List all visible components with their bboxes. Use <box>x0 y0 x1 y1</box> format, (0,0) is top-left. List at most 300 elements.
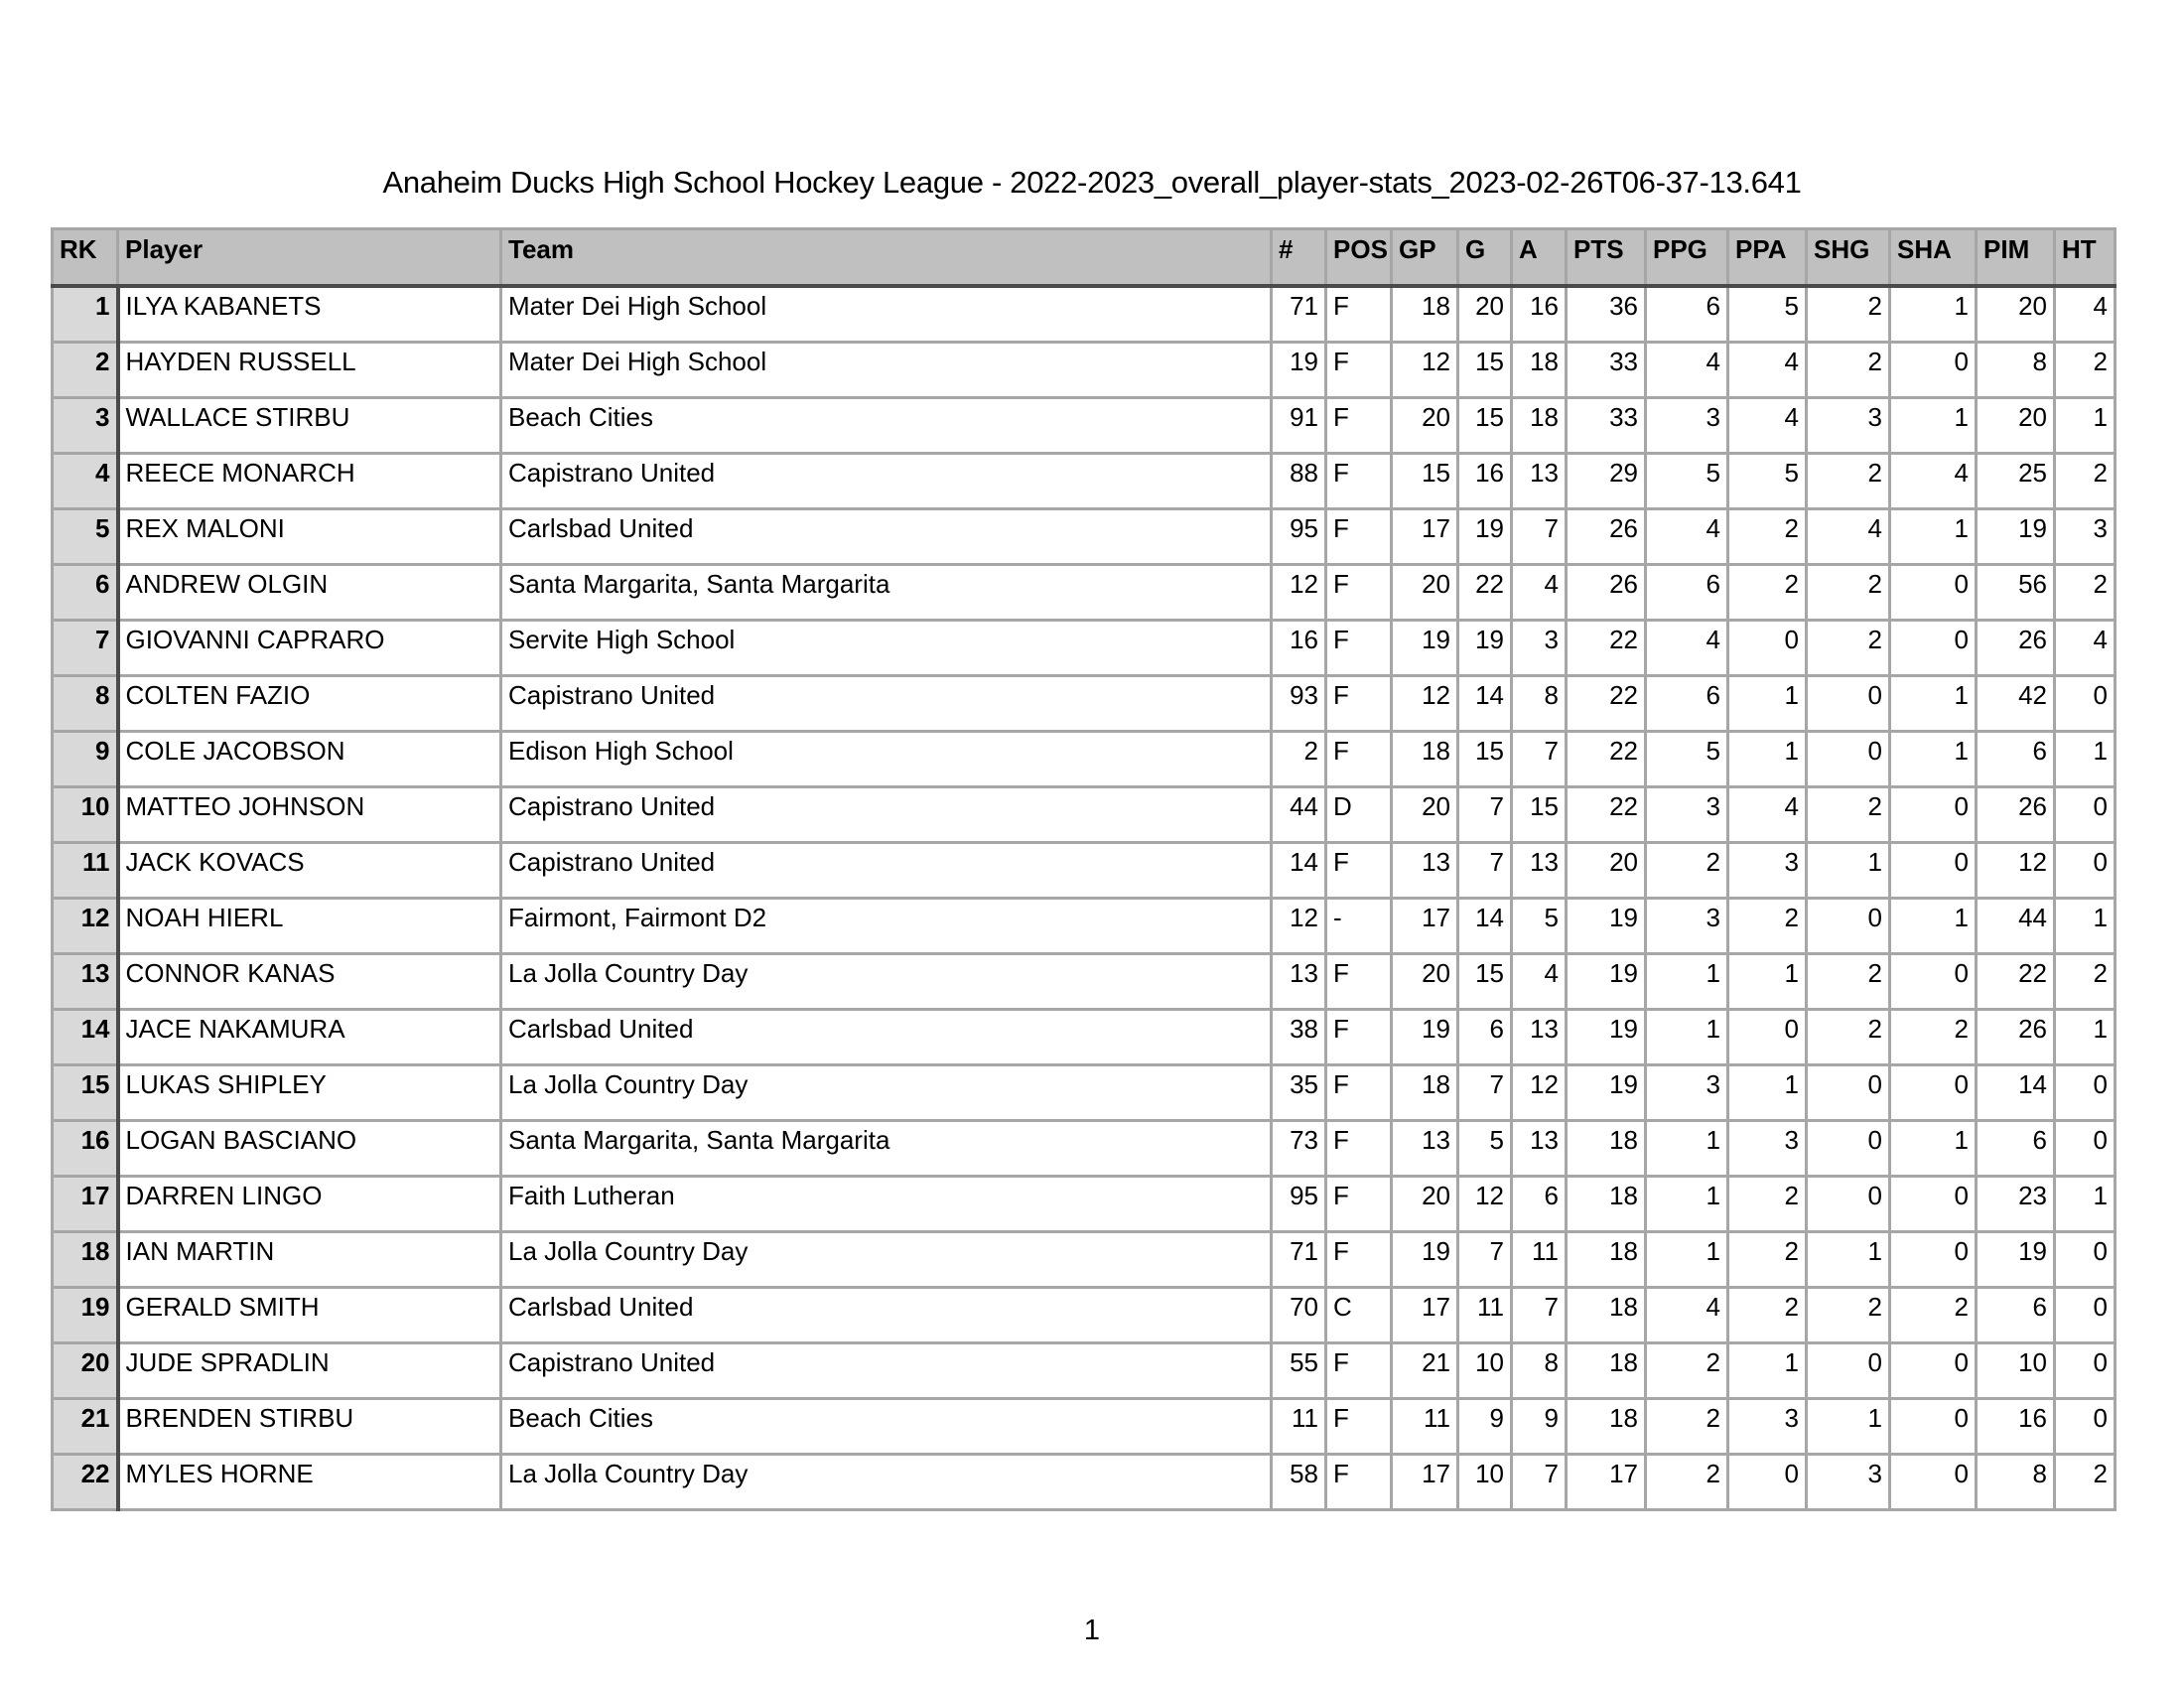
cell-player: CONNOR KANAS <box>118 954 501 1010</box>
cell-ppg: 3 <box>1646 398 1728 454</box>
cell-sha: 1 <box>1890 286 1977 343</box>
cell-a: 7 <box>1512 1455 1567 1510</box>
cell-number: 13 <box>1272 954 1326 1010</box>
cell-team: Capistrano United <box>501 676 1272 732</box>
cell-pos: C <box>1326 1288 1392 1343</box>
cell-rk: 11 <box>53 843 118 899</box>
table-row <box>53 343 2116 398</box>
cell-g: 5 <box>1458 1121 1512 1177</box>
cell-rk: 20 <box>53 1343 118 1399</box>
cell-ppg: 2 <box>1646 843 1728 899</box>
cell-ht: 1 <box>2055 732 2116 787</box>
cell-rk: 15 <box>53 1065 118 1121</box>
cell-pts: 26 <box>1567 565 1646 621</box>
cell-pim: 12 <box>1977 843 2055 899</box>
cell-ht: 1 <box>2055 1010 2116 1065</box>
cell-a: 13 <box>1512 454 1567 509</box>
cell-g: 10 <box>1458 1455 1512 1510</box>
table-row <box>53 509 2116 565</box>
cell-g: 15 <box>1458 398 1512 454</box>
cell-team: La Jolla Country Day <box>501 954 1272 1010</box>
cell-ppa: 2 <box>1728 509 1807 565</box>
cell-pts: 19 <box>1567 899 1646 954</box>
cell-sha: 4 <box>1890 454 1977 509</box>
cell-shg: 1 <box>1807 1399 1890 1455</box>
cell-ppg: 2 <box>1646 1343 1728 1399</box>
cell-pim: 6 <box>1977 1288 2055 1343</box>
cell-ht: 2 <box>2055 954 2116 1010</box>
cell-sha: 1 <box>1890 1121 1977 1177</box>
cell-pts: 18 <box>1567 1177 1646 1232</box>
cell-ppg: 3 <box>1646 899 1728 954</box>
cell-player: REX MALONI <box>118 509 501 565</box>
cell-sha: 2 <box>1890 1288 1977 1343</box>
cell-pts: 19 <box>1567 1010 1646 1065</box>
cell-ppg: 3 <box>1646 787 1728 843</box>
cell-pos: F <box>1326 1232 1392 1288</box>
cell-ppg: 3 <box>1646 1065 1728 1121</box>
cell-pts: 18 <box>1567 1399 1646 1455</box>
cell-pim: 26 <box>1977 787 2055 843</box>
cell-g: 14 <box>1458 676 1512 732</box>
cell-pim: 23 <box>1977 1177 2055 1232</box>
cell-ht: 2 <box>2055 343 2116 398</box>
cell-ppa: 3 <box>1728 1121 1807 1177</box>
table-row <box>53 1455 2116 1510</box>
column-header-shg: SHG <box>1807 229 1890 287</box>
cell-ppa: 1 <box>1728 676 1807 732</box>
cell-player: JUDE SPRADLIN <box>118 1343 501 1399</box>
document-title: Anaheim Ducks High School Hockey League - 2022-2023_overall_player-stats_2023-02-26T06-37-13.641 <box>382 165 1802 200</box>
cell-pts: 29 <box>1567 454 1646 509</box>
cell-pts: 20 <box>1567 843 1646 899</box>
cell-gp: 17 <box>1392 1288 1458 1343</box>
cell-rk: 8 <box>53 676 118 732</box>
cell-ht: 3 <box>2055 509 2116 565</box>
cell-pos: F <box>1326 1399 1392 1455</box>
cell-ppg: 5 <box>1646 732 1728 787</box>
column-header-ppg: PPG <box>1646 229 1728 287</box>
cell-sha: 2 <box>1890 1010 1977 1065</box>
cell-ppa: 1 <box>1728 1065 1807 1121</box>
cell-sha: 0 <box>1890 1177 1977 1232</box>
cell-number: 19 <box>1272 343 1326 398</box>
cell-gp: 17 <box>1392 899 1458 954</box>
cell-player: LUKAS SHIPLEY <box>118 1065 501 1121</box>
cell-ppg: 4 <box>1646 343 1728 398</box>
cell-player: GERALD SMITH <box>118 1288 501 1343</box>
cell-gp: 20 <box>1392 954 1458 1010</box>
cell-number: 14 <box>1272 843 1326 899</box>
cell-ht: 1 <box>2055 1177 2116 1232</box>
cell-g: 7 <box>1458 843 1512 899</box>
cell-a: 18 <box>1512 343 1567 398</box>
player-stats-table <box>51 227 2116 1511</box>
cell-sha: 0 <box>1890 1065 1977 1121</box>
cell-shg: 2 <box>1807 286 1890 343</box>
cell-shg: 2 <box>1807 454 1890 509</box>
cell-ppg: 1 <box>1646 1232 1728 1288</box>
cell-sha: 0 <box>1890 1232 1977 1288</box>
table-row <box>53 1121 2116 1177</box>
column-header-a: A <box>1512 229 1567 287</box>
cell-pos: F <box>1326 1455 1392 1510</box>
cell-pim: 10 <box>1977 1343 2055 1399</box>
cell-gp: 17 <box>1392 1455 1458 1510</box>
cell-team: Carlsbad United <box>501 509 1272 565</box>
table-row <box>53 899 2116 954</box>
table-row <box>53 954 2116 1010</box>
cell-ppa: 4 <box>1728 398 1807 454</box>
table-row <box>53 1399 2116 1455</box>
cell-pim: 6 <box>1977 1121 2055 1177</box>
cell-a: 18 <box>1512 398 1567 454</box>
cell-player: HAYDEN RUSSELL <box>118 343 501 398</box>
column-header-g: G <box>1458 229 1512 287</box>
cell-team: Edison High School <box>501 732 1272 787</box>
cell-shg: 2 <box>1807 621 1890 676</box>
cell-pos: F <box>1326 843 1392 899</box>
table-row <box>53 1177 2116 1232</box>
cell-pim: 8 <box>1977 343 2055 398</box>
cell-ht: 0 <box>2055 787 2116 843</box>
cell-gp: 17 <box>1392 509 1458 565</box>
cell-g: 14 <box>1458 899 1512 954</box>
cell-ppg: 4 <box>1646 509 1728 565</box>
cell-team: Faith Lutheran <box>501 1177 1272 1232</box>
cell-gp: 19 <box>1392 1010 1458 1065</box>
cell-g: 11 <box>1458 1288 1512 1343</box>
cell-ppa: 2 <box>1728 1177 1807 1232</box>
cell-a: 7 <box>1512 1288 1567 1343</box>
cell-ht: 1 <box>2055 398 2116 454</box>
cell-ppg: 2 <box>1646 1399 1728 1455</box>
cell-number: 95 <box>1272 1177 1326 1232</box>
cell-gp: 19 <box>1392 1232 1458 1288</box>
cell-g: 15 <box>1458 954 1512 1010</box>
cell-pim: 44 <box>1977 899 2055 954</box>
cell-gp: 15 <box>1392 454 1458 509</box>
cell-a: 8 <box>1512 676 1567 732</box>
cell-player: WALLACE STIRBU <box>118 398 501 454</box>
table-row <box>53 286 2116 343</box>
cell-pim: 6 <box>1977 732 2055 787</box>
cell-ht: 2 <box>2055 565 2116 621</box>
cell-number: 12 <box>1272 899 1326 954</box>
cell-pim: 26 <box>1977 1010 2055 1065</box>
column-header-ppa: PPA <box>1728 229 1807 287</box>
cell-ppg: 1 <box>1646 1121 1728 1177</box>
cell-player: JACE NAKAMURA <box>118 1010 501 1065</box>
cell-rk: 16 <box>53 1121 118 1177</box>
cell-team: Capistrano United <box>501 843 1272 899</box>
table-row <box>53 1288 2116 1343</box>
cell-rk: 7 <box>53 621 118 676</box>
cell-pim: 20 <box>1977 398 2055 454</box>
cell-pts: 33 <box>1567 398 1646 454</box>
cell-ppa: 1 <box>1728 732 1807 787</box>
cell-ppa: 0 <box>1728 1455 1807 1510</box>
cell-pts: 26 <box>1567 509 1646 565</box>
cell-g: 16 <box>1458 454 1512 509</box>
cell-a: 5 <box>1512 899 1567 954</box>
cell-ppa: 1 <box>1728 1343 1807 1399</box>
cell-a: 13 <box>1512 843 1567 899</box>
cell-ppa: 4 <box>1728 343 1807 398</box>
cell-ppa: 3 <box>1728 843 1807 899</box>
cell-pim: 20 <box>1977 286 2055 343</box>
cell-rk: 22 <box>53 1455 118 1510</box>
column-header-ht: HT <box>2055 229 2116 287</box>
cell-a: 13 <box>1512 1121 1567 1177</box>
cell-gp: 12 <box>1392 676 1458 732</box>
cell-shg: 2 <box>1807 954 1890 1010</box>
cell-g: 6 <box>1458 1010 1512 1065</box>
cell-rk: 3 <box>53 398 118 454</box>
cell-ppg: 1 <box>1646 1177 1728 1232</box>
cell-rk: 17 <box>53 1177 118 1232</box>
cell-team: Mater Dei High School <box>501 343 1272 398</box>
cell-player: ANDREW OLGIN <box>118 565 501 621</box>
cell-rk: 2 <box>53 343 118 398</box>
cell-a: 9 <box>1512 1399 1567 1455</box>
cell-number: 55 <box>1272 1343 1326 1399</box>
cell-rk: 18 <box>53 1232 118 1288</box>
cell-ht: 2 <box>2055 1455 2116 1510</box>
cell-a: 7 <box>1512 509 1567 565</box>
cell-shg: 0 <box>1807 1177 1890 1232</box>
cell-pts: 18 <box>1567 1288 1646 1343</box>
cell-pts: 17 <box>1567 1455 1646 1510</box>
cell-ppg: 6 <box>1646 565 1728 621</box>
cell-ppa: 3 <box>1728 1399 1807 1455</box>
cell-sha: 0 <box>1890 1343 1977 1399</box>
cell-pos: - <box>1326 899 1392 954</box>
cell-shg: 0 <box>1807 676 1890 732</box>
page-number: 1 <box>1083 1615 1101 1646</box>
cell-pts: 19 <box>1567 954 1646 1010</box>
cell-player: IAN MARTIN <box>118 1232 501 1288</box>
cell-number: 38 <box>1272 1010 1326 1065</box>
cell-team: La Jolla Country Day <box>501 1065 1272 1121</box>
table-row <box>53 1343 2116 1399</box>
cell-sha: 1 <box>1890 398 1977 454</box>
cell-ht: 4 <box>2055 286 2116 343</box>
cell-g: 7 <box>1458 1065 1512 1121</box>
cell-ppg: 1 <box>1646 1010 1728 1065</box>
cell-number: 88 <box>1272 454 1326 509</box>
cell-pim: 42 <box>1977 676 2055 732</box>
table-row <box>53 1232 2116 1288</box>
cell-player: DARREN LINGO <box>118 1177 501 1232</box>
cell-sha: 0 <box>1890 843 1977 899</box>
cell-pos: F <box>1326 1177 1392 1232</box>
cell-sha: 0 <box>1890 787 1977 843</box>
cell-pts: 22 <box>1567 787 1646 843</box>
cell-pim: 19 <box>1977 1232 2055 1288</box>
cell-player: MYLES HORNE <box>118 1455 501 1510</box>
cell-shg: 2 <box>1807 1288 1890 1343</box>
cell-a: 16 <box>1512 286 1567 343</box>
cell-sha: 0 <box>1890 954 1977 1010</box>
cell-number: 12 <box>1272 565 1326 621</box>
cell-pos: F <box>1326 676 1392 732</box>
cell-ppg: 6 <box>1646 286 1728 343</box>
cell-pim: 8 <box>1977 1455 2055 1510</box>
cell-gp: 13 <box>1392 1121 1458 1177</box>
cell-pos: F <box>1326 1343 1392 1399</box>
column-header-team: Team <box>501 229 1272 287</box>
cell-team: Servite High School <box>501 621 1272 676</box>
cell-shg: 1 <box>1807 843 1890 899</box>
cell-shg: 0 <box>1807 732 1890 787</box>
cell-pts: 33 <box>1567 343 1646 398</box>
cell-pos: D <box>1326 787 1392 843</box>
header-row <box>53 229 2116 287</box>
cell-pim: 16 <box>1977 1399 2055 1455</box>
cell-number: 93 <box>1272 676 1326 732</box>
cell-player: BRENDEN STIRBU <box>118 1399 501 1455</box>
cell-gp: 20 <box>1392 1177 1458 1232</box>
cell-team: Beach Cities <box>501 1399 1272 1455</box>
cell-a: 11 <box>1512 1232 1567 1288</box>
cell-pos: F <box>1326 286 1392 343</box>
cell-ppa: 4 <box>1728 787 1807 843</box>
cell-team: Mater Dei High School <box>501 286 1272 343</box>
cell-ht: 0 <box>2055 1343 2116 1399</box>
cell-team: Fairmont, Fairmont D2 <box>501 899 1272 954</box>
cell-team: La Jolla Country Day <box>501 1232 1272 1288</box>
cell-g: 9 <box>1458 1399 1512 1455</box>
cell-rk: 9 <box>53 732 118 787</box>
column-header-pos: POS <box>1326 229 1392 287</box>
cell-ppa: 2 <box>1728 899 1807 954</box>
cell-gp: 11 <box>1392 1399 1458 1455</box>
cell-a: 7 <box>1512 732 1567 787</box>
cell-number: 71 <box>1272 286 1326 343</box>
cell-g: 7 <box>1458 787 1512 843</box>
cell-gp: 20 <box>1392 565 1458 621</box>
cell-pim: 56 <box>1977 565 2055 621</box>
cell-gp: 20 <box>1392 398 1458 454</box>
cell-ppa: 1 <box>1728 954 1807 1010</box>
cell-player: MATTEO JOHNSON <box>118 787 501 843</box>
cell-number: 11 <box>1272 1399 1326 1455</box>
cell-ppg: 6 <box>1646 676 1728 732</box>
cell-gp: 21 <box>1392 1343 1458 1399</box>
cell-shg: 2 <box>1807 1010 1890 1065</box>
cell-number: 16 <box>1272 621 1326 676</box>
cell-shg: 3 <box>1807 1455 1890 1510</box>
cell-shg: 3 <box>1807 398 1890 454</box>
table-row <box>53 843 2116 899</box>
cell-pos: F <box>1326 509 1392 565</box>
cell-a: 6 <box>1512 1177 1567 1232</box>
cell-ht: 0 <box>2055 1121 2116 1177</box>
cell-pts: 18 <box>1567 1232 1646 1288</box>
cell-sha: 1 <box>1890 509 1977 565</box>
cell-team: Santa Margarita, Santa Margarita <box>501 565 1272 621</box>
cell-pim: 26 <box>1977 621 2055 676</box>
cell-pim: 19 <box>1977 509 2055 565</box>
cell-ht: 0 <box>2055 1288 2116 1343</box>
cell-pts: 22 <box>1567 732 1646 787</box>
cell-ppa: 2 <box>1728 1232 1807 1288</box>
column-header-sha: SHA <box>1890 229 1977 287</box>
cell-pim: 22 <box>1977 954 2055 1010</box>
cell-sha: 1 <box>1890 732 1977 787</box>
cell-pos: F <box>1326 454 1392 509</box>
cell-pts: 19 <box>1567 1065 1646 1121</box>
table-row <box>53 1010 2116 1065</box>
cell-number: 71 <box>1272 1232 1326 1288</box>
cell-shg: 2 <box>1807 565 1890 621</box>
cell-pos: F <box>1326 954 1392 1010</box>
cell-ht: 0 <box>2055 1065 2116 1121</box>
table-row <box>53 621 2116 676</box>
cell-shg: 2 <box>1807 787 1890 843</box>
cell-player: REECE MONARCH <box>118 454 501 509</box>
cell-gp: 13 <box>1392 843 1458 899</box>
cell-team: Santa Margarita, Santa Margarita <box>501 1121 1272 1177</box>
column-header-pts: PTS <box>1567 229 1646 287</box>
cell-sha: 0 <box>1890 621 1977 676</box>
cell-pos: F <box>1326 398 1392 454</box>
cell-a: 4 <box>1512 954 1567 1010</box>
cell-shg: 2 <box>1807 343 1890 398</box>
cell-g: 10 <box>1458 1343 1512 1399</box>
cell-player: NOAH HIERL <box>118 899 501 954</box>
cell-g: 12 <box>1458 1177 1512 1232</box>
table-row <box>53 1065 2116 1121</box>
column-header-player: Player <box>118 229 501 287</box>
cell-a: 15 <box>1512 787 1567 843</box>
cell-ht: 0 <box>2055 1399 2116 1455</box>
cell-gp: 18 <box>1392 732 1458 787</box>
cell-gp: 19 <box>1392 621 1458 676</box>
cell-gp: 18 <box>1392 1065 1458 1121</box>
cell-a: 13 <box>1512 1010 1567 1065</box>
cell-rk: 14 <box>53 1010 118 1065</box>
cell-sha: 0 <box>1890 343 1977 398</box>
cell-ppg: 1 <box>1646 954 1728 1010</box>
cell-number: 2 <box>1272 732 1326 787</box>
cell-gp: 18 <box>1392 286 1458 343</box>
cell-a: 4 <box>1512 565 1567 621</box>
cell-player: GIOVANNI CAPRARO <box>118 621 501 676</box>
cell-ht: 0 <box>2055 843 2116 899</box>
cell-ht: 4 <box>2055 621 2116 676</box>
cell-number: 73 <box>1272 1121 1326 1177</box>
cell-a: 8 <box>1512 1343 1567 1399</box>
cell-rk: 10 <box>53 787 118 843</box>
table-row <box>53 565 2116 621</box>
cell-pim: 25 <box>1977 454 2055 509</box>
cell-pos: F <box>1326 343 1392 398</box>
cell-ppa: 0 <box>1728 1010 1807 1065</box>
cell-number: 58 <box>1272 1455 1326 1510</box>
cell-rk: 4 <box>53 454 118 509</box>
cell-g: 7 <box>1458 1232 1512 1288</box>
cell-g: 22 <box>1458 565 1512 621</box>
cell-pos: F <box>1326 565 1392 621</box>
cell-player: COLTEN FAZIO <box>118 676 501 732</box>
cell-ppg: 4 <box>1646 1288 1728 1343</box>
cell-pos: F <box>1326 621 1392 676</box>
column-header-pim: PIM <box>1977 229 2055 287</box>
cell-a: 12 <box>1512 1065 1567 1121</box>
cell-g: 20 <box>1458 286 1512 343</box>
